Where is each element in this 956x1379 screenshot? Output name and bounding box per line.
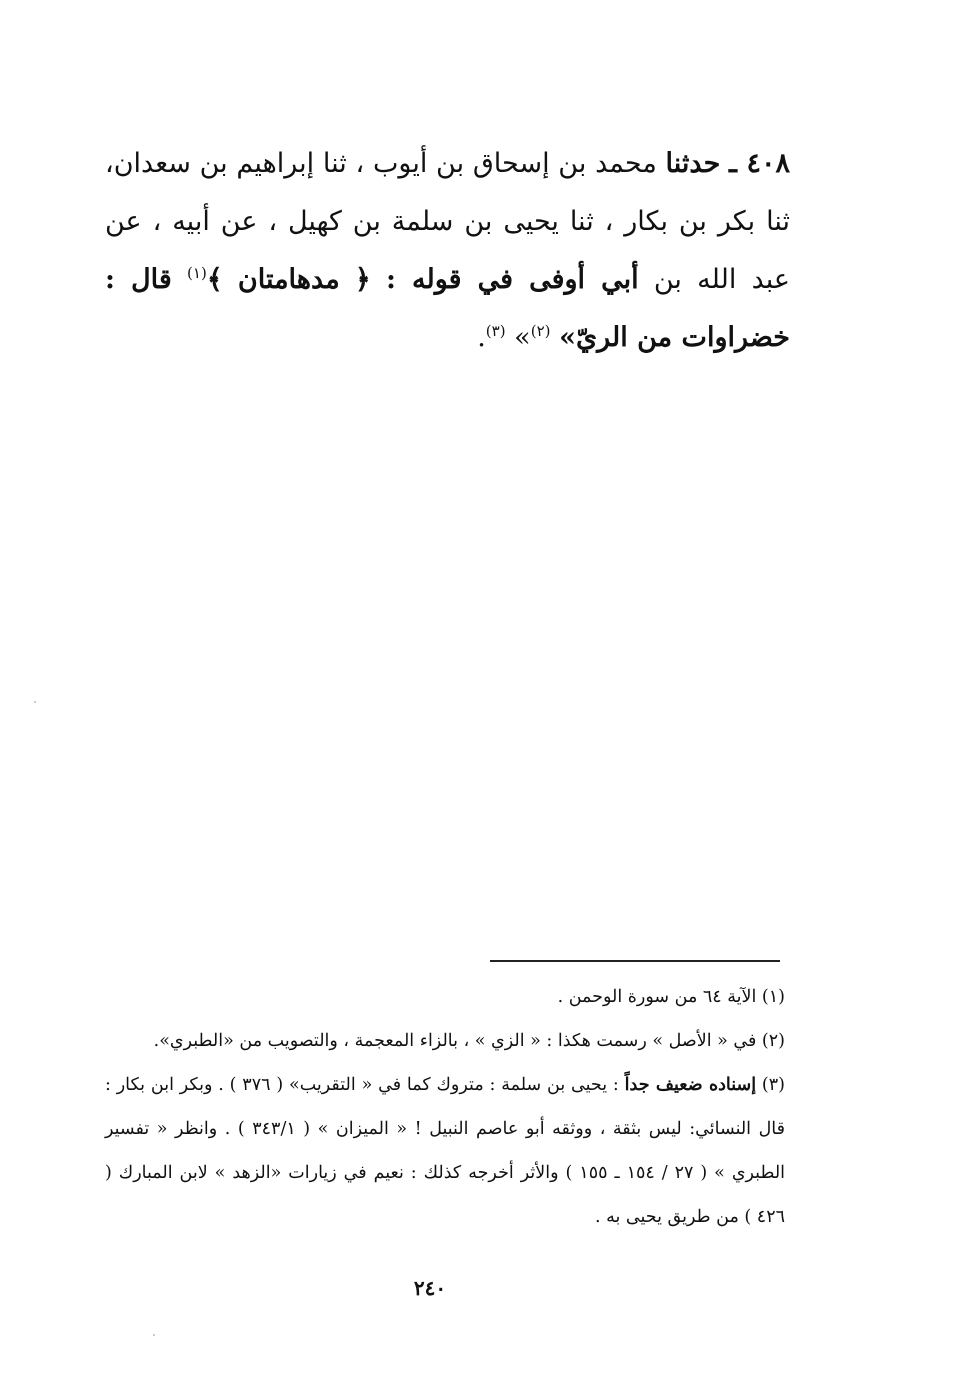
qal-text: قال : <box>105 264 172 295</box>
hadith-text <box>105 135 790 367</box>
quote-close: » <box>514 322 531 353</box>
footnote-2: (٢) في « الأصل » رسمت هكذا : « الزي » ، بالزاء المعجمة ، والتصويب من «الطبري». <box>153 1031 785 1051</box>
footnote-ref-2: (٢) <box>530 322 551 340</box>
verse-open-bracket: ﴿ <box>354 264 371 295</box>
hadith-number: ٤٠٨ ـ <box>729 148 790 179</box>
verse-word: مدهامتان <box>237 264 340 295</box>
footnote-3-text: : يحيى بن سلمة : متروك كما في « التقريب» ( ٣٧٦ ) . وبكر ابن بكار : قال النسائي: ليس بثقة ، ووثقه أبو عاصم النبيل ! « الميزان » ( ٣٤٣/١ ) . وانظر « تفسير الطبري » ( ٢٧ / ١٥٤ ـ ١٥٥ ) والأثر أخرجه كذلك : نعيم في زيارات «الزهد » لابن المبارك ( ٤٢٦ ) من طريق يحيى به . <box>105 1075 786 1227</box>
hadith-text-part-1: محمد بن إسحاق بن أيوب ، ثنا إبراهيم بن سعدان، ثنا بكر بن بكار ، ثنا يحيى بن سلمة بن كهيل ، عن أبيه ، عن عبد الله بن <box>105 148 790 295</box>
footnote-ref-1: (١) <box>187 264 207 282</box>
footnote-1: (١) الآية ٦٤ من سورة الوحمن . <box>557 987 785 1007</box>
verse-close-bracket: ﴾ <box>206 264 223 295</box>
footnotes <box>105 975 785 1239</box>
end-mark: . <box>477 322 486 353</box>
footnote-3 <box>105 1063 785 1239</box>
footnote-3-number: (٣) <box>761 1075 785 1095</box>
answer-text: خضراوات من الريّ» <box>559 322 790 353</box>
footnote-ref-3: (٣) <box>485 322 506 340</box>
chain-start: حدثنا <box>665 148 721 179</box>
footnote-separator <box>490 960 780 962</box>
footnote-3-bold: إسناده ضعيف جداً <box>624 1075 757 1095</box>
page-number: ٢٤٠ <box>413 1276 447 1300</box>
hadith-text-part-2: أبي أوفى في قوله : <box>385 264 639 295</box>
